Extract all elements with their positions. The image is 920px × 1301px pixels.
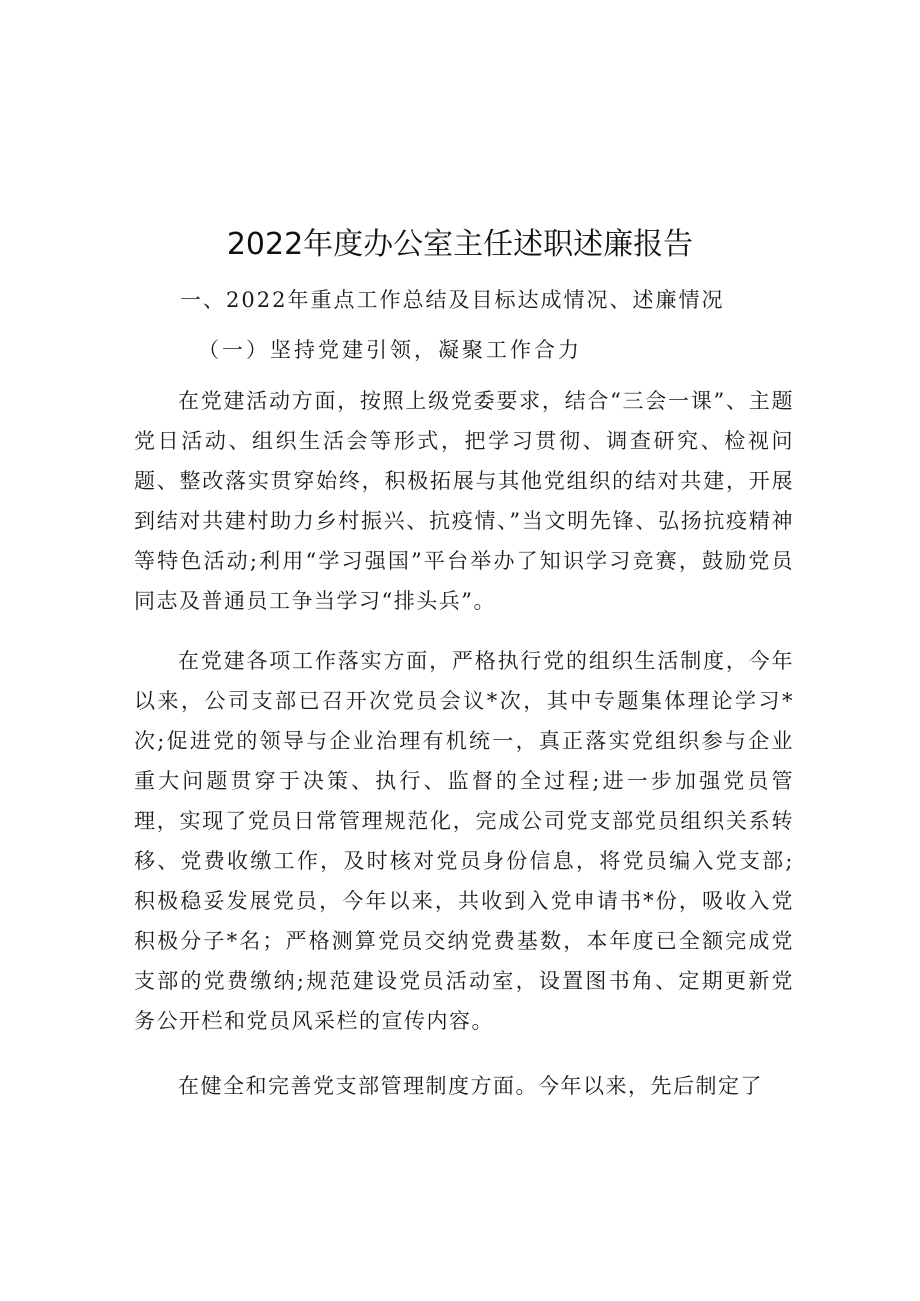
subsection-heading: （一）坚持党建引领，凝聚工作合力	[198, 338, 582, 362]
paragraph: 在党建活动方面，按照上级党委要求，结合“三会一课”、主题党日活动、组织生活会等形式，把学习贯彻、调查研究、检视问题、整改落实贯穿始终，积极拓展与其他党组织的结对共建，开展到结对共建村助力乡村振兴、抗疫情、”当文明先锋、弘扬抗疫精神等特色活动;利用“学习强国”平台举办了知识学习竞赛，鼓励党员同志及普通员工争当学习“排头兵”。	[134, 389, 794, 613]
document-title: 2022年度办公室主任述职述廉报告	[226, 227, 694, 262]
paragraph: 在党建各项工作落实方面，严格执行党的组织生活制度，今年以来，公司支部已召开次党员会议*次，其中专题集体理论学习*次;促进党的领导与企业治理有机统一，真正落实党组织参与企业重大问题贯穿于决策、执行、监督的全过程;进一步加强党员管理，实现了党员日常管理规范化，完成公司党支部党员组织关系转移、党费收缴工作，及时核对党员身份信息，将党员编入党支部;积极稳妥发展党员，今年以来，共收到入党申请书*份，吸收入党积极分子*名；严格测算党员交纳党费基数，本年度已全额完成党支部的党费缴纳;规范建设党员活动室，设置图书角、定期更新党务公开栏和党员风采栏的宣传内容。	[134, 649, 794, 1033]
paragraph: 在健全和完善党支部管理制度方面。今年以来，先后制定了	[178, 1074, 763, 1098]
section-heading: 一、2022年重点工作总结及目标达成情况、述廉情况	[180, 288, 725, 312]
